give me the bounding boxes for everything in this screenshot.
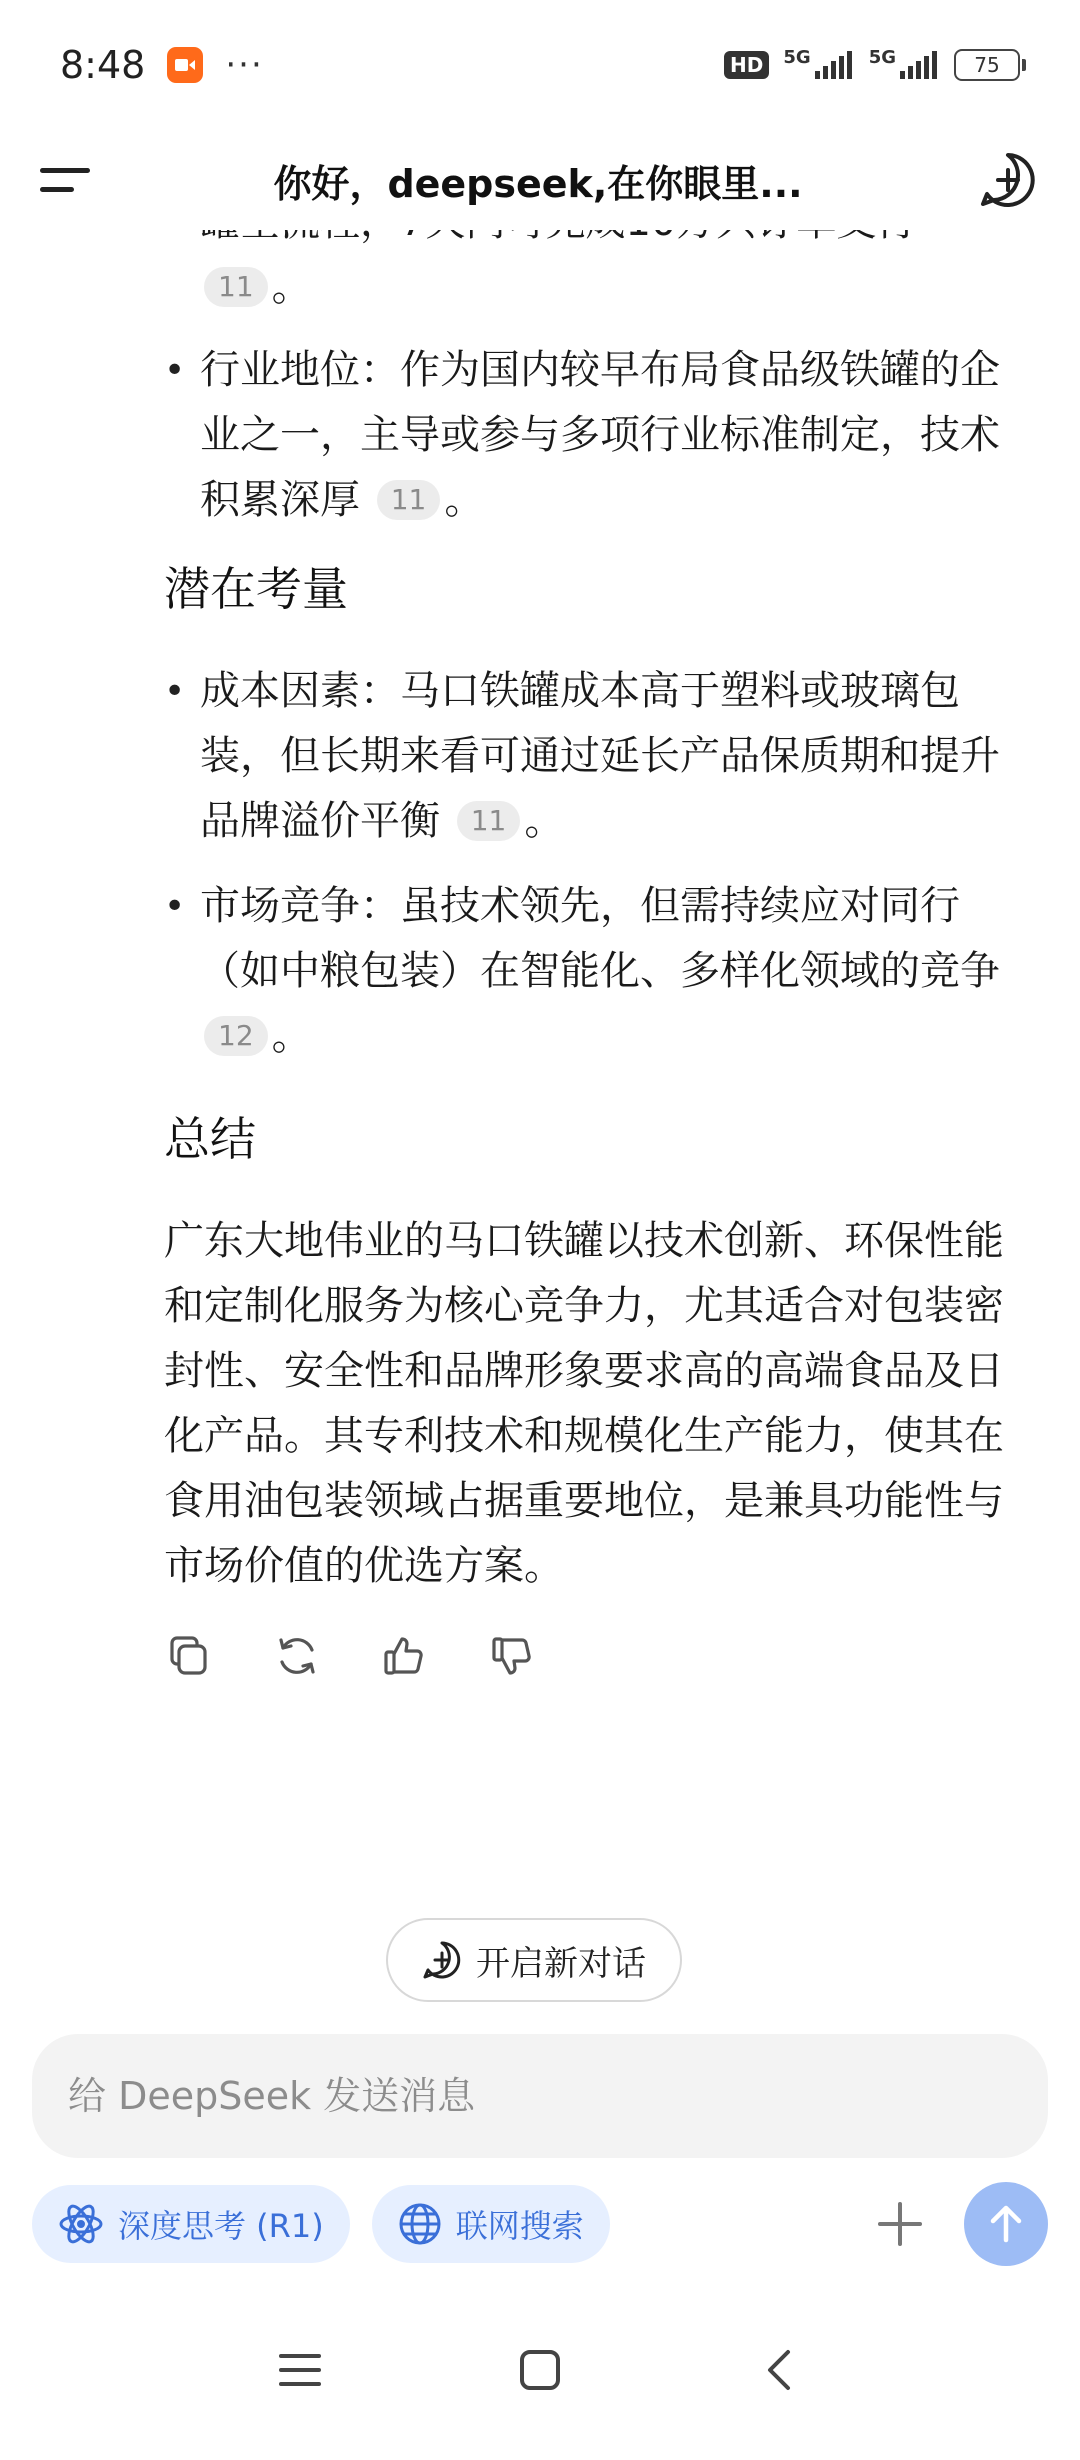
more-notifications-icon: ··· (225, 45, 264, 85)
list-item: • 行业地位：作为国内较早布局食品级铁罐的企业之一，主导或参与多项行业标准制定，技术积累深厚 11 。 (164, 338, 1024, 533)
citation-badge[interactable]: 12 (204, 1016, 268, 1056)
new-conversation-button[interactable] (386, 1918, 682, 2002)
section-heading-summary: 总结 (164, 1112, 256, 1166)
deep-think-toggle[interactable] (32, 2185, 350, 2263)
thumbs-down-icon[interactable] (488, 1631, 538, 1681)
list-item: • 成本因素：马口铁罐成本高于塑料或玻璃包装，但长期来看可通过延长产品保质期和提升品牌溢价平衡 11 。 (164, 659, 1024, 854)
message-composer (32, 2034, 1048, 2158)
new-chat-icon[interactable] (976, 148, 1040, 212)
regenerate-icon[interactable] (272, 1631, 322, 1681)
screen-record-icon (167, 47, 203, 83)
chevron-left-icon (760, 2347, 800, 2393)
response-actions (164, 1631, 1024, 1681)
atom-icon (58, 2201, 104, 2247)
plus-icon (874, 2198, 926, 2250)
citation-badge[interactable]: 11 (457, 801, 521, 841)
globe-icon (398, 2202, 442, 2246)
composer-toolbar (32, 2184, 1048, 2264)
app-header (0, 130, 1080, 230)
list-item: • 市场竞争：虽技术领先，但需持续应对同行（如中粮包装）在智能化、多样化领域的竞争 12 。 (164, 874, 1024, 1069)
signal-icon-sim2: 5G (869, 51, 940, 79)
bullet-list-advantages (164, 338, 1024, 533)
battery-icon: 75 (954, 49, 1026, 81)
citation-badge[interactable]: 11 (377, 480, 441, 520)
back-button[interactable] (745, 2335, 815, 2405)
chat-response (0, 190, 1080, 1681)
thumbs-up-icon[interactable] (380, 1631, 430, 1681)
web-search-label: 联网搜索 (455, 2207, 584, 2245)
home-button[interactable] (505, 2335, 575, 2405)
web-search-toggle[interactable] (372, 2185, 610, 2263)
status-bar (0, 0, 1080, 130)
copy-icon[interactable] (164, 1631, 214, 1681)
section-heading-potential: 潜在考量 (164, 562, 348, 616)
recent-apps-button[interactable] (265, 2335, 335, 2405)
add-attachment-button[interactable] (860, 2184, 940, 2264)
citation-badge[interactable]: 11 (204, 267, 268, 307)
deep-think-label: 深度思考 (R1) (118, 2207, 324, 2245)
continued-line: 11 。 (164, 190, 1024, 320)
new-conversation-label: 开启新对话 (476, 1943, 646, 1984)
system-nav-bar (0, 2320, 1080, 2420)
message-input[interactable] (66, 2073, 1014, 2119)
hd-voice-icon: HD (724, 51, 769, 79)
menu-icon[interactable] (40, 150, 100, 210)
page-title: 你好，deepseek,在你眼里... (273, 161, 803, 206)
arrow-up-icon (984, 2202, 1028, 2246)
summary-paragraph: 广东大地伟业的马口铁罐以技术创新、环保性能和定制化服务为核心竞争力，尤其适合对包装密封性、安全性和品牌形象要求高的高端食品及日化产品。其专利技术和规模化生产能力，使其在食用油包装领域占据重要地位，是兼具功能性与市场价值的优选方案。 (164, 1218, 1004, 1589)
bullet-list-considerations (164, 659, 1024, 1069)
status-time: 8:48 (60, 43, 146, 87)
square-icon (517, 2347, 563, 2393)
signal-icon-sim1: 5G (783, 51, 854, 79)
send-button[interactable] (964, 2182, 1048, 2266)
new-chat-icon (422, 1940, 462, 1980)
menu-lines-icon (277, 2350, 323, 2390)
